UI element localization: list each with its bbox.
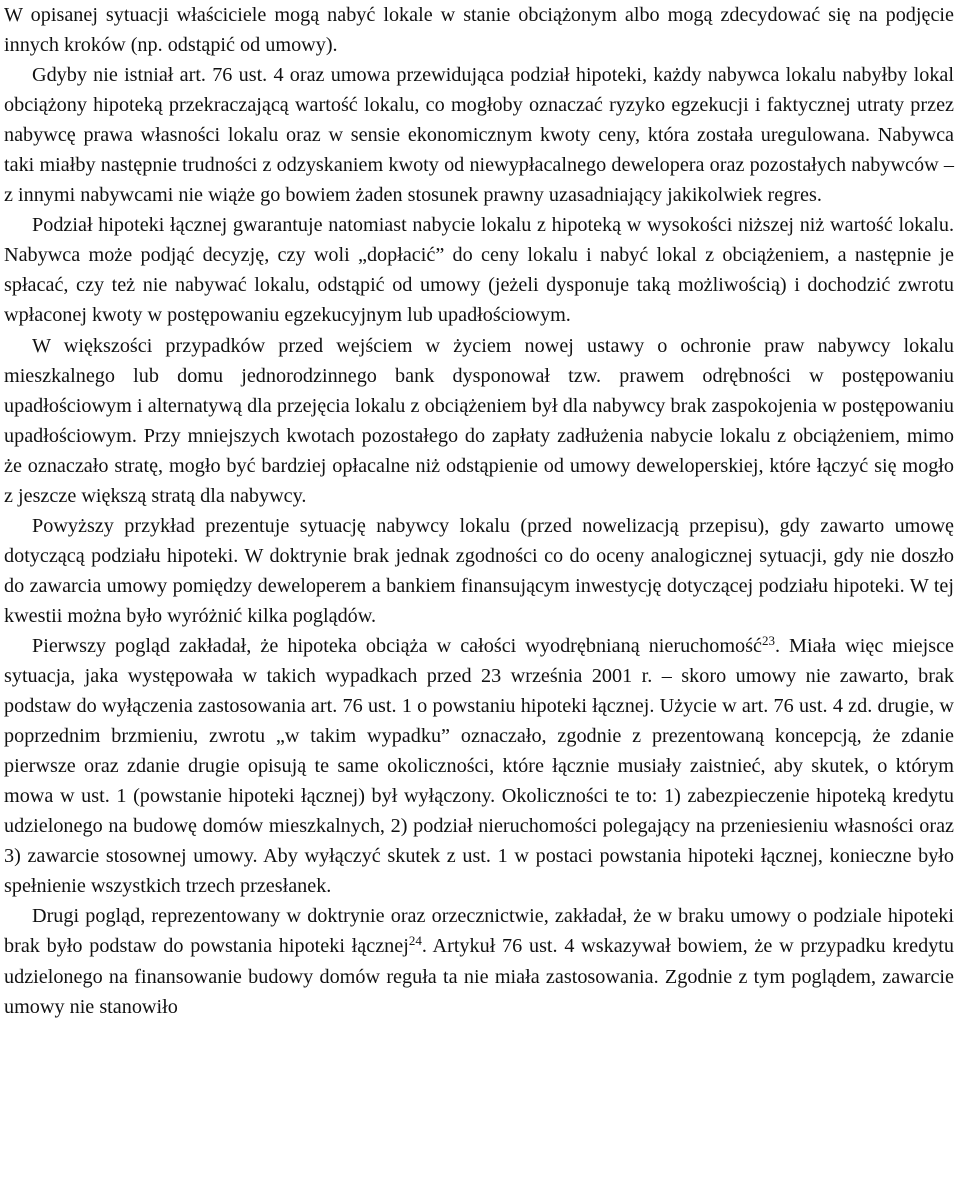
paragraph-text: W opisanej sytuacji właściciele mogą nabyć lokale w stanie obciążonym albo mogą zdecydować się na podjęcie innych kroków (np. odstąpić od umowy). [4,4,954,57]
footnote-ref-24[interactable]: 24 [408,933,422,949]
footnote-ref-23[interactable]: 23 [761,632,775,648]
paragraph-5 [4,511,954,631]
paragraph-text: Pierwszy pogląd zakładał, że hipoteka obciąża w całości wyodrębnianą nieruchomość [32,634,762,657]
paragraph-2 [4,60,954,210]
paragraph-4 [4,331,954,511]
paragraph-text: Powyższy przykład prezentuje sytuację nabywcy lokalu (przed nowelizacją przepisu), gdy zawarto umowę dotyczącą podziału hipoteki. W doktrynie brak jednak zgodności co do oceny analogicznej sytuacji, gdy nie doszło do zawarcia umowy pomiędzy deweloperem a bankiem finansującym inwestycję dotyczącej podziału hipoteki. W tej kwestii można było wyróżnić kilka poglądów. [4,514,954,627]
paragraph-text: . Miała więc miejsce sytuacja, jaka występowała w takich wypadkach przed 23 września 2001 r. – skoro umowy nie zawarto, brak podstaw do wyłączenia zastosowania art. 76 ust. 1 o powstaniu hipoteki łącznej. Użycie w art. 76 ust. 4 zd. drugie, w poprzednim brzmieniu, zwrotu „w takim wypadku” oznaczało, zgodnie z prezentowaną koncepcją, że zdanie pierwsze oraz zdanie drugie opisują te same okoliczności, które łącznie musiały zaistnieć, aby skutek, o którym mowa w ust. 1 (powstanie hipoteki łącznej) był wyłączony. Okoliczności te to: 1) zabezpieczenie hipoteką kredytu udzielonego na budowę domów mieszkalnych, 2) podział nieruchomości polegający na przeniesieniu własności oraz 3) zawarcie stosownej umowy. Aby wyłączyć skutek z ust. 1 w postaci powstania hipoteki łącznej, konieczne było spełnienie wszystkich trzech przesłanek. [4,634,954,898]
paragraph-text: W większości przypadków przed wejściem w życiem nowej ustawy o ochronie praw nabywcy lokalu mieszkalnego lub domu jednorodzinnego bank dysponował tzw. prawem odrębności w postępowaniu upadłościowym i alternatywą dla przejęcia lokalu z obciążeniem był dla nabywcy brak zaspokojenia w postępowaniu upadłościowym. Przy mniejszych kwotach pozostałego do zapłaty zadłużenia nabycie lokalu z obciążeniem, mimo że oznaczało stratę, mogło być bardziej opłacalne niż odstąpienie od umowy deweloperskiej, które łączyć się mogło z jeszcze większą stratą dla nabywcy. [4,334,954,507]
paragraph-3 [4,210,954,330]
paragraph-text: Gdyby nie istniał art. 76 ust. 4 oraz umowa przewidująca podział hipoteki, każdy nabywca lokalu nabyłby lokal obciążony hipoteką przekraczającą wartość lokalu, co mogłoby oznaczać ryzyko egzekucji i faktycznej utraty przez nabywcę prawa własności lokalu oraz w sensie ekonomicznym kwoty ceny, która została uregulowana. Nabywca taki miałby następnie trudności z odzyskaniem kwoty od niewypłacalnego dewelopera oraz pozostałych nabywców – z innymi nabywcami nie wiąże go bowiem żaden stosunek prawny uzasadniający jakikolwiek regres. [4,64,954,207]
paragraph-6 [4,631,954,901]
paragraph-1 [4,0,954,60]
paragraph-text: Podział hipoteki łącznej gwarantuje natomiast nabycie lokalu z hipoteką w wysokości niższej niż wartość lokalu. Nabywca może podjąć decyzję, czy woli „dopłacić” do ceny lokalu i nabyć lokal z obciążeniem, a następnie je spłacać, czy też nie nabywać lokalu, odstąpić od umowy (jeżeli dysponuje taką możliwością) i dochodzić zwrotu wpłaconej kwoty w postępowaniu egzekucyjnym lub upadłościowym. [4,214,954,327]
paragraph-text: . Artykuł 76 ust. 4 wskazywał bowiem, że w przypadku kredytu udzielonego na finansowanie budowy domów reguła ta nie miała zastosowania. Zgodnie z tym poglądem, zawarcie umowy nie stanowiło [4,935,955,1018]
paragraph-7 [4,901,954,1021]
paragraph-text: Drugi pogląd, reprezentowany w doktrynie oraz orzecznictwie, zakładał, że w braku umowy o podziale hipoteki brak było podstaw do powstania hipoteki łącznej [4,905,954,958]
